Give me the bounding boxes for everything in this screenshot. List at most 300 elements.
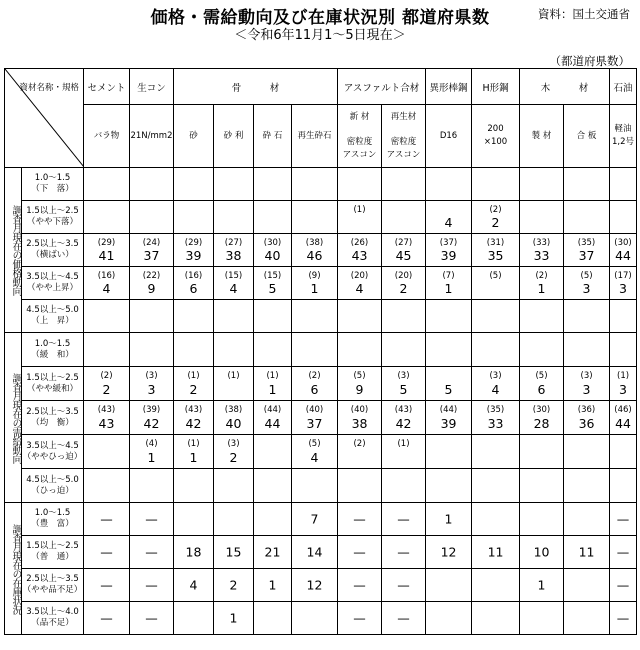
previous-value: (27) [224,238,243,248]
current-value: 45 [395,248,412,263]
table-cell [292,503,338,536]
table-row [5,367,637,401]
section-label-text: 調査月現在の需給動向 [10,372,21,463]
table-cell [130,602,174,635]
current-value: 4 [189,577,198,593]
previous-value: (5) [308,439,321,449]
table-cell [472,569,520,602]
table-cell [214,333,254,367]
table-cell [338,300,382,333]
current-value: 43 [98,416,115,431]
table-cell [338,435,382,469]
sub-header [426,105,472,168]
table-cell [214,536,254,569]
table-cell [84,168,130,201]
previous-value: (38) [224,405,243,415]
table-cell [426,333,472,367]
previous-value: (1) [353,205,366,215]
current-value: 2 [229,577,238,593]
previous-value: (2) [535,271,548,281]
header-oil: 石油 [610,69,637,105]
current-value: 43 [351,248,368,263]
row-label-text: 1.0～1.5 （豊 富） [31,508,74,529]
table-cell [292,401,338,435]
table-cell [84,602,130,635]
table-cell [564,201,610,234]
table-cell [472,469,520,503]
table-cell [214,602,254,635]
table-row [5,469,637,503]
dash-value: — [100,511,113,527]
table-cell [130,234,174,267]
header-namakon: 生コン [130,69,174,105]
current-value: 3 [582,382,591,397]
previous-value: (30) [532,405,551,415]
previous-value: (26) [350,238,369,248]
table-cell [520,602,564,635]
current-value: 5 [399,382,408,397]
dash-value: — [145,511,158,527]
previous-value: (22) [142,271,161,281]
table-cell [292,234,338,267]
table-cell [426,536,472,569]
header-asphalt: アスファルト合材 [338,69,426,105]
dash-value: — [397,610,410,626]
table-cell [382,469,426,503]
table-cell [564,300,610,333]
table-cell [130,469,174,503]
row-label-text: 2.5以上～3.5 （横ばい） [26,239,79,260]
table-cell [472,401,520,435]
table-cell [254,168,292,201]
table-cell [426,569,472,602]
table-cell [254,300,292,333]
table-cell [426,602,472,635]
table-cell [174,401,214,435]
current-value: 33 [487,416,504,431]
previous-value: (39) [142,405,161,415]
table-cell [610,536,637,569]
dash-value: — [145,577,158,593]
previous-value: (43) [184,405,203,415]
current-value: 1 [537,577,546,593]
sub-header [382,105,426,168]
previous-value: (1) [266,371,279,381]
current-value: 39 [440,248,457,263]
table-cell [426,234,472,267]
table-cell [382,401,426,435]
table-cell [254,367,292,401]
table-row [5,267,637,300]
table-cell [472,201,520,234]
row-label-text: 3.5以上～4.5 （ややひっ迫） [22,440,83,462]
current-value: 6 [310,382,319,397]
header-rebar: 異形棒鋼 [426,69,472,105]
table-cell [214,435,254,469]
previous-value: (1) [617,371,630,381]
current-value: 14 [306,544,323,560]
table-cell [426,367,472,401]
table-cell [84,300,130,333]
current-value: 3 [147,382,156,397]
table-cell [564,333,610,367]
header-timber: 木 材 [520,69,610,105]
current-value: 6 [189,281,198,296]
table-cell [382,300,426,333]
sub-header [254,105,292,168]
table-cell [520,536,564,569]
table-cell [382,367,426,401]
row-label [22,569,84,602]
current-value: 9 [147,281,156,296]
previous-value: (1) [187,371,200,381]
table-cell [338,267,382,300]
current-value: 46 [306,248,323,263]
table-row [5,435,637,469]
table-cell [610,267,637,300]
previous-value: (3) [145,371,158,381]
table-cell [382,267,426,300]
table-cell [426,401,472,435]
table-cell [564,367,610,401]
current-value: 39 [440,416,457,431]
table-cell [520,267,564,300]
dash-value: — [353,544,366,560]
table-cell [472,602,520,635]
table-cell [292,300,338,333]
row-label [22,401,84,435]
row-label [22,168,84,201]
current-value: 1 [229,610,238,626]
previous-value: (31) [486,238,505,248]
table-cell [174,267,214,300]
current-value: 1 [147,450,156,465]
table-cell [214,367,254,401]
current-value: 15 [225,544,242,560]
row-label [22,435,84,469]
row-label-text: 2.5以上～3.5 （均 衡） [26,406,79,428]
previous-value: (35) [486,405,505,415]
table-cell [130,401,174,435]
subtitle: ＜令和6年11月1～5日現在＞ [234,28,406,43]
table-row [5,602,637,635]
previous-value: (20) [394,271,413,281]
current-value: 37 [143,248,160,263]
table-cell [254,503,292,536]
dash-value: — [353,610,366,626]
table-cell [130,201,174,234]
dash-value: — [353,577,366,593]
sub-header [520,105,564,168]
table-cell [174,602,214,635]
current-value: 44 [615,416,631,431]
table-cell [520,234,564,267]
table-cell [338,333,382,367]
table-cell [292,333,338,367]
table-cell [174,503,214,536]
table-cell [338,602,382,635]
table-cell [610,234,637,267]
dash-value: — [100,610,113,626]
table-cell [520,168,564,201]
table-cell [564,234,610,267]
table-cell [254,201,292,234]
row-label-text: 3.5以上～4.0 （品不足） [26,607,79,628]
table-cell [130,300,174,333]
sub-header [214,105,254,168]
dash-value: — [397,511,410,527]
previous-value: (2) [489,205,502,215]
current-value: 33 [533,248,550,263]
corner-cell [5,69,84,168]
table-cell [520,201,564,234]
section-label-text: 調査月現在の価格動向 [10,205,21,295]
current-value: 41 [98,248,115,263]
previous-value: (30) [263,238,282,248]
sub-header [84,105,130,168]
row-label-text: 1.0～1.5 （下 落） [31,173,74,194]
table-cell [472,333,520,367]
table-cell [520,401,564,435]
table-cell [254,602,292,635]
header-aggregate: 骨 材 [174,69,338,105]
table-cell [610,469,637,503]
table-cell [174,469,214,503]
current-value: 28 [533,416,550,431]
previous-value: (2) [308,371,321,381]
table-cell [520,469,564,503]
current-value: 9 [355,382,364,397]
table-cell [130,536,174,569]
previous-value: (16) [184,271,203,281]
table-cell [610,168,637,201]
sub-header [338,105,382,168]
previous-value: (1) [187,439,200,449]
row-label-text: 1.5以上～2.5 （やや緩和） [26,372,79,394]
table-cell [610,503,637,536]
current-value: 36 [578,416,595,431]
table-cell [426,300,472,333]
table-cell [254,569,292,602]
table-cell [174,234,214,267]
table-cell [292,602,338,635]
table-cell [292,435,338,469]
row-label-text: 3.5以上～4.5 （やや上昇） [26,272,79,293]
table-cell [382,602,426,635]
previous-value: (3) [397,371,410,381]
sub-header-label: 再生材 密粒度 アスコン [386,111,421,160]
table-cell [472,367,520,401]
row-label-text: 4.5以上～5.0 （上 昇） [26,305,79,326]
current-value: 42 [395,416,412,431]
table-cell [610,300,637,333]
dash-value: — [100,544,113,560]
table-cell [382,168,426,201]
sub-header [564,105,610,168]
current-value: 1 [310,281,319,296]
header-h-steel: H形鋼 [472,69,520,105]
sub-header [130,105,174,168]
table-cell [564,602,610,635]
table-cell [84,536,130,569]
table-cell [520,333,564,367]
table-cell [564,569,610,602]
current-value: 42 [143,416,160,431]
current-value: 39 [185,248,202,263]
previous-value: (2) [353,439,366,449]
table-cell [338,503,382,536]
table-cell [254,267,292,300]
sub-header-label: 軽油 1,2号 [612,124,635,148]
table-cell [520,503,564,536]
sub-header-label: 砕 石 [262,130,283,141]
table-cell [84,469,130,503]
table-cell [174,367,214,401]
table-cell [292,569,338,602]
previous-value: (33) [532,238,551,248]
row-label-text: 4.5以上～5.0 （ひっ迫） [26,474,79,496]
table-cell [214,234,254,267]
table-cell [174,168,214,201]
table-cell [520,569,564,602]
previous-value: (7) [442,271,455,281]
table-cell [564,536,610,569]
current-value: 2 [399,281,408,296]
current-value: 44 [615,248,631,263]
table-cell [130,569,174,602]
table-cell [254,401,292,435]
table-cell [382,536,426,569]
sub-header-label: 再生砕石 [297,130,332,141]
current-value: 3 [582,281,591,296]
sub-header-label: 砂 利 [223,130,244,141]
previous-value: (29) [184,238,203,248]
current-value: 44 [264,416,281,431]
table-cell [472,168,520,201]
table-cell [338,469,382,503]
table-cell [338,367,382,401]
previous-value: (17) [614,271,632,281]
current-value: 18 [185,544,202,560]
table-cell [174,536,214,569]
current-value: 5 [444,382,453,397]
current-value: 37 [578,248,595,263]
section-label [5,503,22,635]
table-cell [610,201,637,234]
previous-value: (5) [580,271,593,281]
table-cell [382,333,426,367]
table-cell [382,503,426,536]
current-value: 40 [264,248,281,263]
previous-value: (16) [97,271,116,281]
table-row [5,401,637,435]
sub-header-label: 新 材 密粒度 アスコン [342,111,377,160]
current-value: 11 [487,544,504,560]
current-value: 40 [225,416,242,431]
previous-value: (27) [394,238,413,248]
previous-value: (44) [439,405,458,415]
current-value: 3 [619,281,627,296]
sub-header-label: D16 [439,130,458,141]
previous-value: (37) [439,238,458,248]
section-label [5,168,22,333]
table-cell [174,201,214,234]
row-label-text: 1.0～1.5 （緩 和） [31,338,74,360]
current-value: 2 [102,382,111,397]
sub-header-label: 合 板 [576,130,597,141]
current-value: 1 [268,382,277,397]
table-cell [130,168,174,201]
table-cell [338,234,382,267]
section-label-text: 調査月現在の在庫状況 [10,523,21,614]
table-cell [254,435,292,469]
data-table [4,68,637,635]
page-title: 価格・需給動向及び在庫状況別 都道府県数 [150,8,490,28]
table-cell [174,333,214,367]
header-cement: セメント [84,69,130,105]
table-cell [130,367,174,401]
previous-value: (40) [305,405,324,415]
table-cell [214,569,254,602]
table-row [5,234,637,267]
table-cell [564,168,610,201]
table-cell [472,503,520,536]
table-cell [610,367,637,401]
table-cell [84,569,130,602]
current-value: 35 [487,248,504,263]
current-value: 38 [351,416,368,431]
current-value: 2 [491,215,500,230]
table-cell [214,469,254,503]
current-value: 21 [264,544,281,560]
row-label [22,503,84,536]
row-label [22,201,84,234]
table-cell [564,435,610,469]
previous-value: (9) [308,271,321,281]
table-row [5,168,637,201]
table-cell [214,300,254,333]
table-cell [254,234,292,267]
table-cell [84,435,130,469]
table-cell [130,435,174,469]
table-cell [292,469,338,503]
dash-value: — [397,577,410,593]
previous-value: (3) [489,371,502,381]
previous-value: (5) [489,271,502,281]
row-label-text: 1.5以上～2.5 （普 通） [26,541,79,562]
table-cell [214,503,254,536]
previous-value: (36) [577,405,596,415]
previous-value: (46) [614,405,632,415]
table-cell [472,536,520,569]
table-cell [254,469,292,503]
table-cell [564,401,610,435]
table-cell [426,267,472,300]
current-value: 1 [537,281,546,296]
previous-value: (3) [580,371,593,381]
table-cell [472,267,520,300]
table-cell [472,300,520,333]
table-cell [382,201,426,234]
section-label [5,333,22,503]
previous-value: (1) [227,371,240,381]
table-row [5,300,637,333]
current-value: 4 [229,281,238,296]
current-value: 3 [619,382,627,397]
previous-value: (5) [353,371,366,381]
table-cell [520,367,564,401]
table-cell [610,435,637,469]
